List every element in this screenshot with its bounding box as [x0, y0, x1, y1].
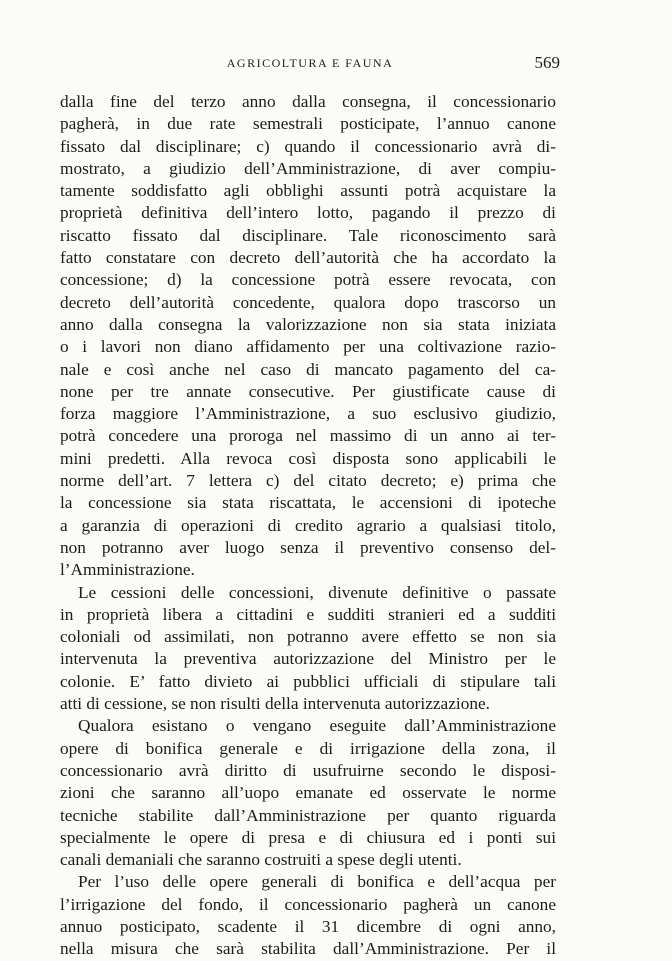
text-line: pagherà, in due rate semestrali posticipate, l’annuo canone	[60, 114, 556, 134]
text-line: concessione; d) la concessione potrà essere revocata, con	[60, 270, 556, 290]
text-line: specialmente le opere di presa e di chiusura ed i ponti sui	[60, 827, 556, 847]
text-line: concessionario avrà diritto di usufruirne secondo le disposi-	[60, 760, 556, 780]
text-line: atti di cessione, se non risulti della intervenuta autorizzazione.	[60, 694, 490, 714]
page-number: 569	[534, 53, 560, 72]
text-line: colonie. E’ fatto divieto ai pubblici ufficiali di stipulare tali	[60, 671, 556, 691]
text-line: dalla fine del terzo anno dalla consegna, il concessionario	[60, 92, 556, 111]
page-header	[60, 53, 560, 76]
text-line: l’irrigazione del fondo, il concessionario pagherà un canone	[60, 894, 556, 914]
text-line: annuo posticipato, scadente il 31 dicembre di ogni anno,	[60, 916, 556, 936]
text-line: fatto constatare con decreto dell’autorità che ha accordato la	[60, 248, 556, 268]
text-line: Le cessioni delle concessioni, divenute definitive o passate	[78, 582, 556, 602]
text-line: Qualora esistano o vengano eseguite dall’Amministrazione	[78, 716, 556, 736]
text-line: opere di bonifica generale e di irrigazione della zona, il	[60, 738, 556, 758]
text-line: mostrato, a giudizio dell’Amministrazione, di aver compiu-	[60, 158, 556, 178]
text-line: proprietà definitiva dell’intero lotto, pagando il prezzo di	[60, 203, 556, 223]
text-line: tamente soddisfatto agli obblighi assunti potrà acquistare la	[60, 181, 556, 201]
text-line: potrà concedere una proroga nel massimo di un anno ai ter-	[60, 426, 556, 446]
text-line: decreto dell’autorità concedente, qualora dopo trascorso un	[60, 292, 556, 312]
text-line: in proprietà libera a cittadini e sudditi stranieri ed a sudditi	[60, 604, 556, 624]
text-line: norme dell’art. 7 lettera c) del citato decreto; e) prima che	[60, 471, 556, 491]
text-line: intervenuta la preventiva autorizzazione del Ministro per le	[60, 649, 556, 669]
text-line: none per tre annate consecutive. Per giustificate cause di	[60, 381, 556, 401]
text-line: tecniche stabilite dall’Amministrazione per quanto riguarda	[60, 805, 556, 825]
text-line: anno dalla consegna la valorizzazione non sia stata iniziata	[60, 314, 556, 334]
text-line: riscatto fissato dal disciplinare. Tale riconoscimento sarà	[60, 225, 556, 245]
text-line: non potranno aver luogo senza il preventivo consenso del-	[60, 537, 556, 557]
text-line: mini predetti. Alla revoca così disposta sono applicabili le	[60, 448, 556, 468]
text-line: nella misura che sarà stabilita dall’Amministrazione. Per il	[60, 939, 556, 959]
text-line: nale e così anche nel caso di mancato pagamento del ca-	[60, 359, 556, 379]
text-line: coloniali od assimilati, non potranno avere effetto se non sia	[60, 627, 556, 647]
text-line: fissato dal disciplinare; c) quando il concessionario avrà di-	[60, 136, 556, 156]
text-line: a garanzia di operazioni di credito agrario a qualsiasi titolo,	[60, 515, 556, 535]
body-text	[60, 91, 556, 961]
text-line: forza maggiore l’Amministrazione, a suo esclusivo giudizio,	[60, 404, 556, 424]
text-line: Per l’uso delle opere generali di bonifica e dell’acqua per	[78, 872, 556, 892]
running-title: AGRICOLTURA E FAUNA	[226, 56, 394, 70]
text-line: zioni che saranno all’uopo emanate ed osservate le norme	[60, 783, 556, 803]
text-line: l’Amministrazione.	[60, 560, 195, 580]
text-line: canali demaniali che saranno costruiti a spese degli utenti.	[60, 850, 462, 870]
text-line: o i lavori non diano affidamento per una coltivazione razio-	[60, 337, 556, 357]
text-line: la concessione sia stata riscattata, le accensioni di ipoteche	[60, 493, 556, 513]
